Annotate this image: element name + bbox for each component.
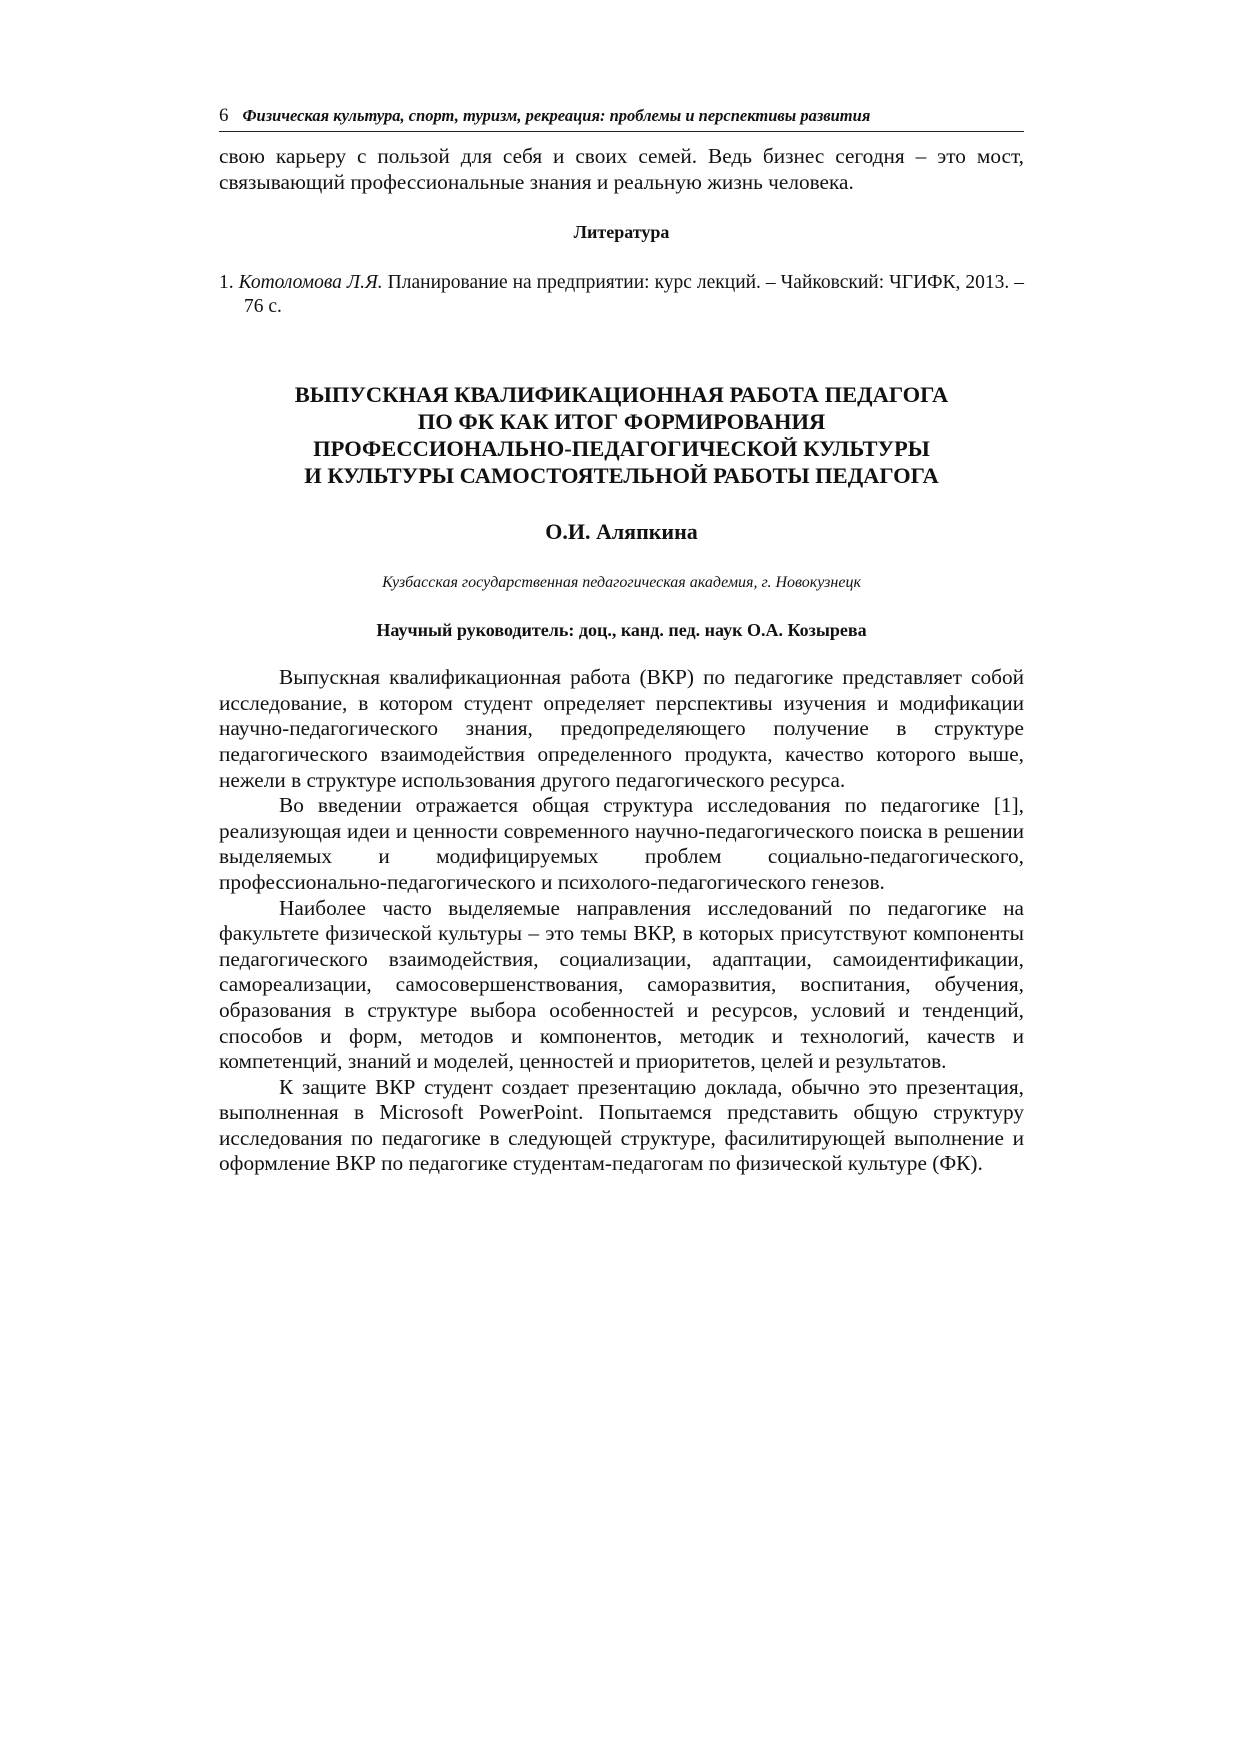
running-header [219, 105, 1024, 132]
page-number: 6 [219, 105, 229, 126]
literature-item [219, 271, 1024, 319]
literature-item-number: 1. [219, 272, 234, 294]
literature-item-author: Котоломова Л.Я. [238, 272, 383, 294]
journal-title: Физическая культура, спорт, туризм, рекреация: проблемы и перспективы развития [242, 106, 871, 125]
body-paragraph: К защите ВКР студент создает презентацию доклада, обычно это презентация, выполненная в Microsoft PowerPoint. Попытаемся представить общую структуру исследования по педагогике в следующей структуре, фасилитирующей выполнение и оформление ВКР по педагогике студентам-педагогам по физической культуре (ФК). [219, 1074, 1024, 1176]
scientific-supervisor: Научный руководитель: доц., канд. пед. наук О.А. Козырева [376, 620, 867, 641]
body-paragraph: Выпускная квалификационная работа (ВКР) по педагогике представляет собой исследование, в котором студент определяет перспективы изучения и модификации научно-педагогического знания, предопределяющего получение в структуре педагогического взаимодействия определенного продукта, качество которого выше, нежели в структуре использования другого педагогического ресурса. [219, 665, 1024, 792]
document-page [219, 105, 1024, 1177]
carryover-paragraph: свою карьеру с пользой для себя и своих семей. Ведь бизнес сегодня – это мост, связывающий профессиональные знания и реальную жизнь человека. [219, 144, 1024, 194]
article-title [219, 381, 1024, 489]
article-author: О.И. Аляпкина [545, 519, 698, 545]
article-title-line: И КУЛЬТУРЫ САМОСТОЯТЕЛЬНОЙ РАБОТЫ ПЕДАГОГА [304, 463, 939, 489]
article-title-line: ПРОФЕССИОНАЛЬНО-ПЕДАГОГИЧЕСКОЙ КУЛЬТУРЫ [313, 436, 930, 462]
article-title-line: ПО ФК КАК ИТОГ ФОРМИРОВАНИЯ [417, 409, 826, 435]
literature-heading: Литература [573, 222, 670, 243]
article-title-line: ВЫПУСКНАЯ КВАЛИФИКАЦИОННАЯ РАБОТА ПЕДАГОГА [294, 382, 949, 408]
body-paragraph: Во введении отражается общая структура исследования по педагогике [1], реализующая идеи и ценности современного научно-педагогического поиска в решении выделяемых и модифицируемых проблем социально-педагогического, профессионально-педагогического и психолого-педагогического генезов. [219, 793, 1024, 894]
author-affiliation: Кузбасская государственная педагогическая академия, г. Новокузнецк [382, 574, 861, 592]
literature-item-text: Планирование на предприятии: курс лекций. – Чайковский: ЧГИФК, 2013. – 76 с. [244, 272, 1025, 318]
body-paragraph: Наиболее часто выделяемые направления исследований по педагогике на факультете физической культуры – это темы ВКР, в которых присутствуют компоненты педагогического взаимодействия, социализации, адаптации, самоидентификации, самореализации, самосовершенствования, саморазвития, воспитания, обучения, образования в структуре выбора особенностей и ресурсов, условий и тенденций, способов и форм, методов и компонентов, методик и технологий, качеств и компетенций, знаний и моделей, ценностей и приоритетов, целей и результатов. [219, 895, 1024, 1074]
literature-list [219, 271, 1024, 319]
article-body [219, 665, 1024, 1177]
